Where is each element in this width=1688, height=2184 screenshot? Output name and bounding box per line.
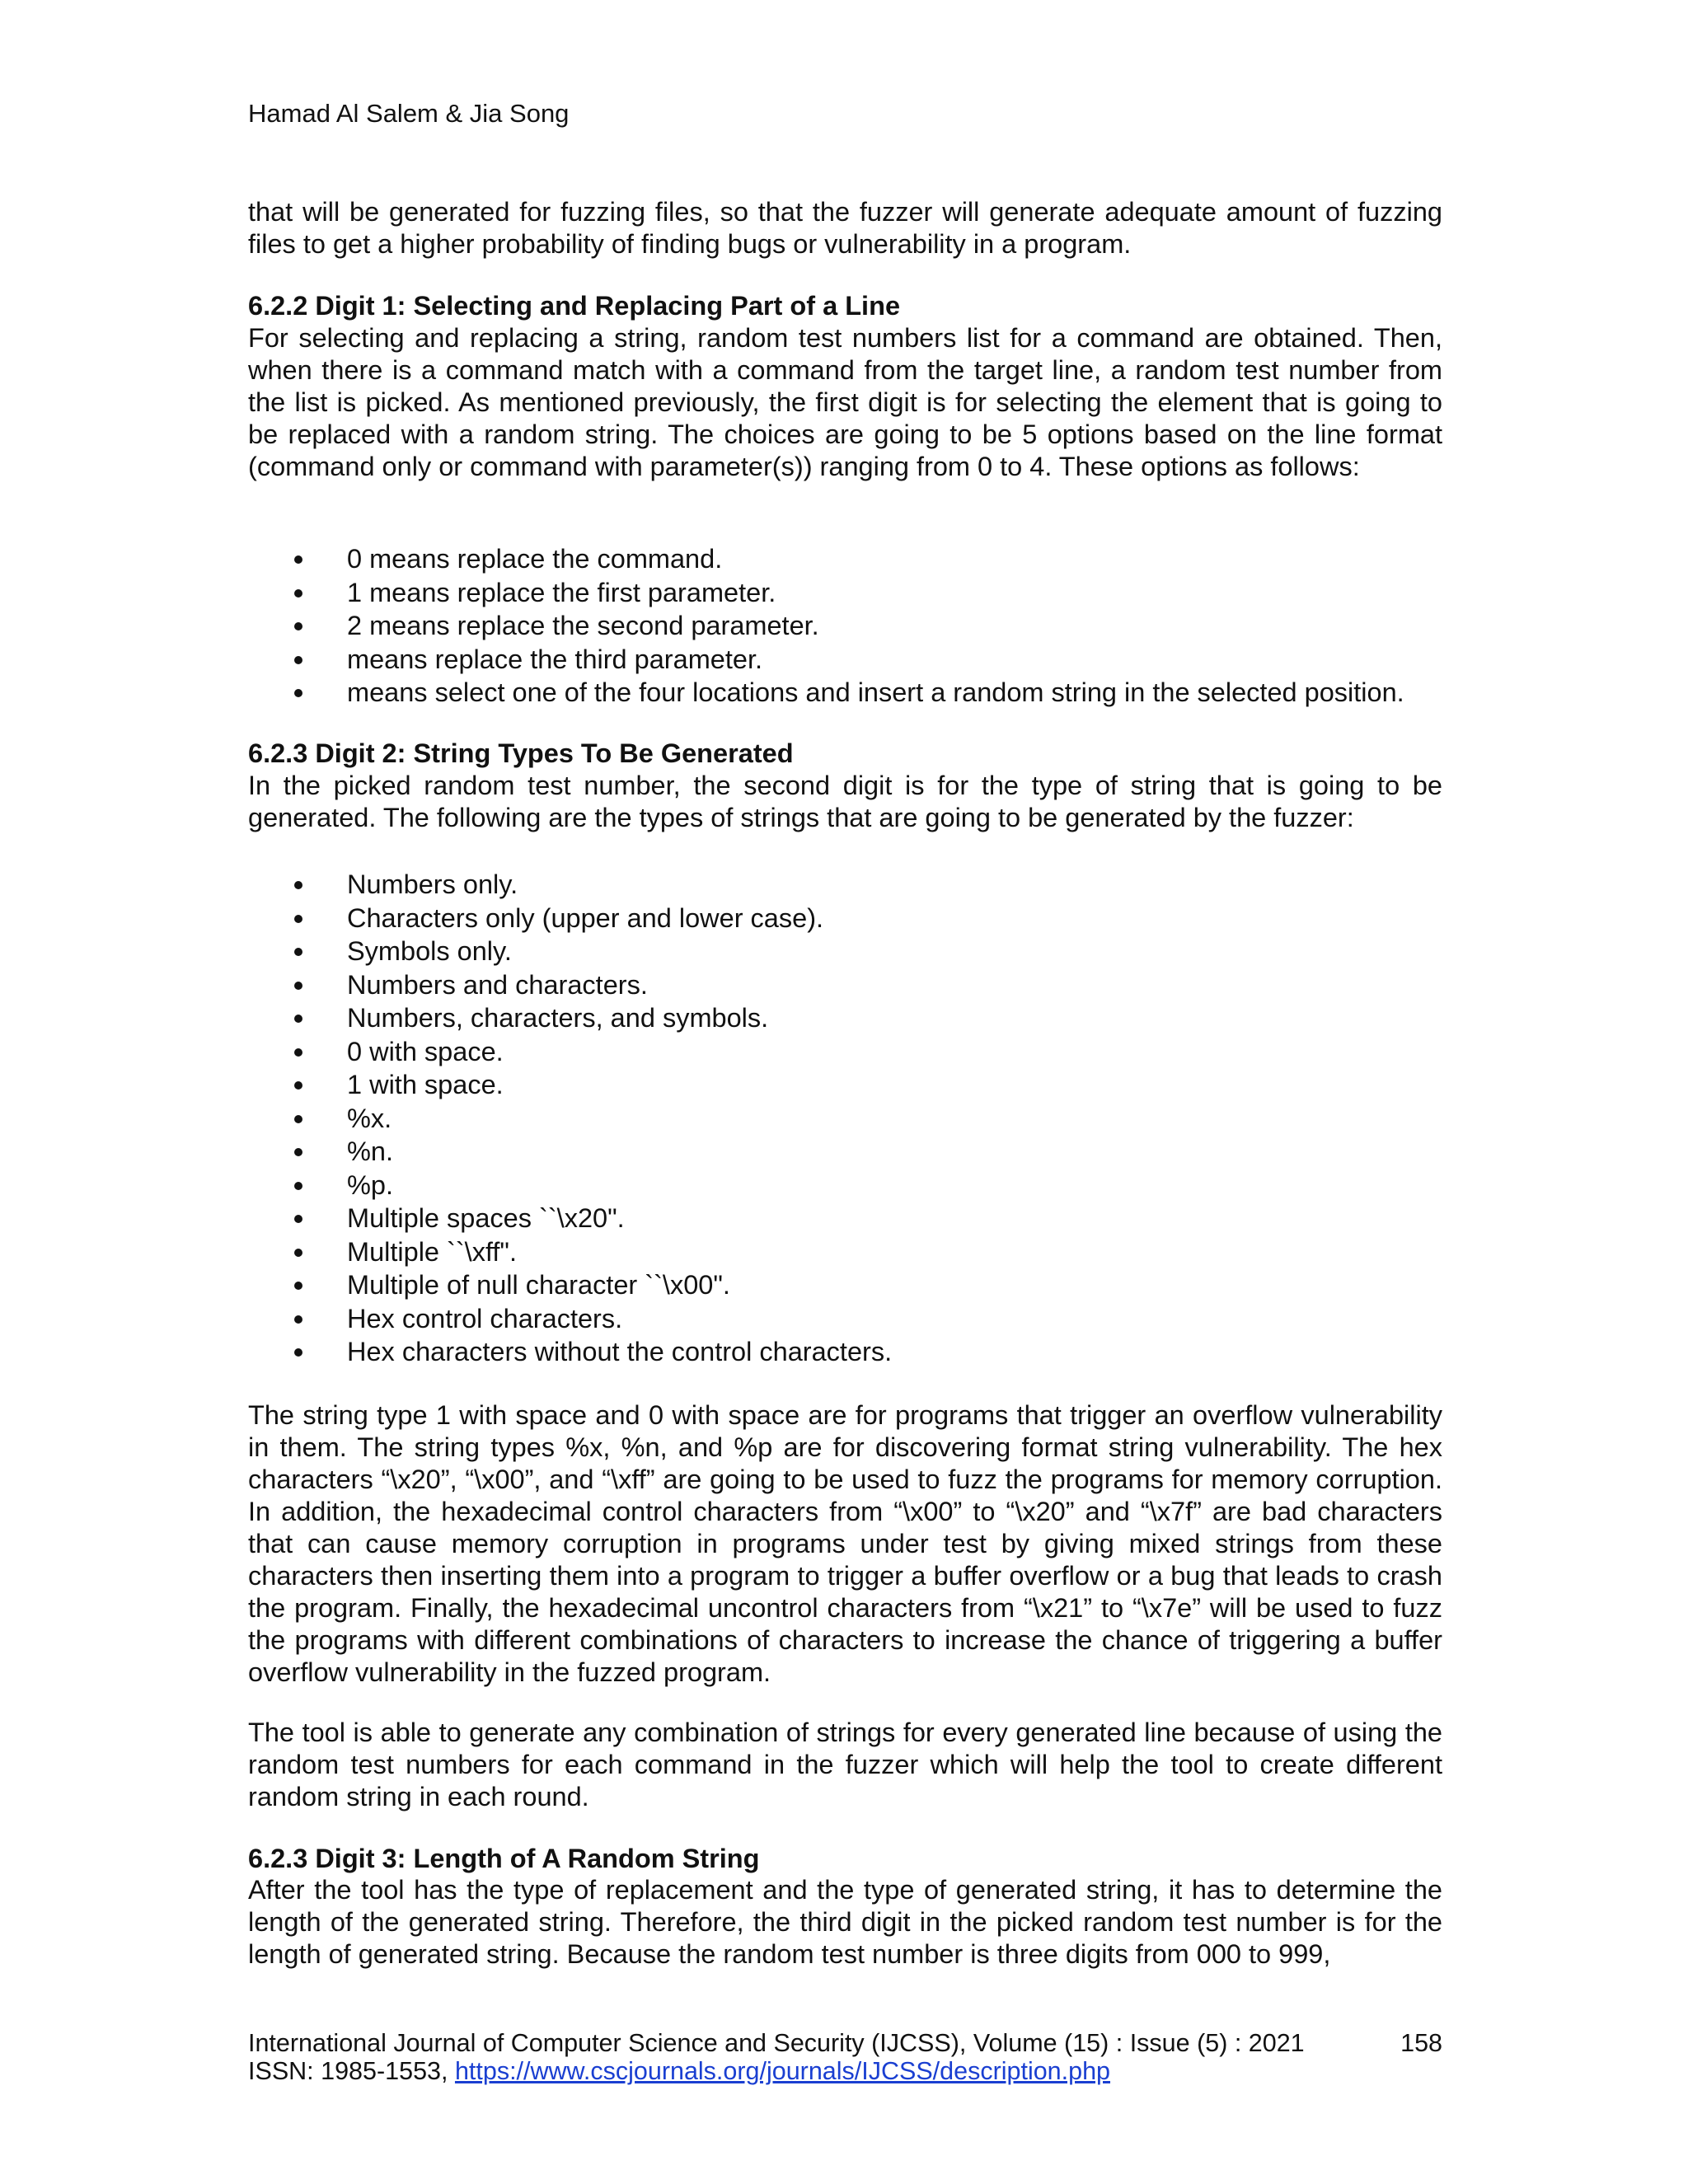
bullet-icon — [294, 1182, 302, 1190]
string-type-item-text: %n. — [347, 1137, 394, 1166]
bullet-icon — [294, 622, 302, 630]
bullet-icon — [294, 555, 302, 564]
section-heading-6-2-3-digit3: 6.2.3 Digit 3: Length of A Random String — [248, 1844, 760, 1873]
bullet-icon — [294, 656, 302, 664]
string-type-item-text: %p. — [347, 1169, 394, 1200]
footer-journal-citation: International Journal of Computer Science and Security (IJCSS), Volume (15) : Issue (5) : 2021 — [248, 2029, 1305, 2057]
string-type-item-text: 0 with space. — [347, 1036, 504, 1066]
string-type-item — [248, 1001, 1460, 1035]
string-type-item — [248, 1169, 1460, 1202]
bullet-icon — [294, 982, 302, 990]
bullet-icon — [294, 589, 302, 598]
section-heading-6-2-3: 6.2.3 Digit 2: String Types To Be Generated — [248, 738, 794, 768]
page-number: 158 — [1400, 2029, 1442, 2057]
digit1-option-item-text: 2 means replace the second parameter. — [347, 611, 819, 640]
string-type-item — [248, 1068, 1460, 1102]
string-type-item — [248, 1035, 1460, 1069]
string-type-item-text: %x. — [347, 1103, 392, 1133]
section-heading-6-2-2: 6.2.2 Digit 1: Selecting and Replacing Part of a Line — [248, 291, 901, 321]
string-type-item-text: Multiple of null character ``\x00". — [347, 1270, 730, 1300]
bullet-icon — [294, 948, 302, 956]
digit1-option-item — [248, 576, 1460, 610]
digit1-option-item-text: means select one of the four locations and insert a random string in the selected position. — [347, 677, 1404, 707]
string-type-item — [248, 968, 1460, 1002]
string-type-item — [248, 1302, 1460, 1336]
string-type-item — [248, 1202, 1460, 1235]
string-type-item-text: Multiple spaces ``\x20". — [347, 1203, 625, 1233]
digit1-options-list — [248, 542, 1460, 710]
bullet-icon — [294, 1115, 302, 1123]
bullet-icon — [294, 1282, 302, 1290]
string-type-item-text: Numbers and characters. — [347, 969, 648, 1000]
section-digit3-paragraph: After the tool has the type of replacement and the type of generated string, it has to determine the length of the generated string. Therefore, the third digit in the picked random test number is for the length of generated string. Because the random test number is three digits from 000 to 999, — [248, 1875, 1442, 1969]
tool-combination-paragraph: The tool is able to generate any combination of strings for every generated line because of using the random test numbers for each command in the fuzzer which will help the tool to create different random string in each round. — [248, 1718, 1442, 1811]
string-type-item-text: Hex control characters. — [347, 1303, 623, 1333]
section-6-2-2-paragraph: For selecting and replacing a string, random test numbers list for a command are obtained. Then, when there is a command match with a command from the target line, a random test number from the list is picked. As mentioned previously, the first digit is for selecting the element that is going to be replaced with a random string. The choices are going to be 5 options based on the line format (command only or command with parameter(s)) ranging from 0 to 4. These options as follows: — [248, 323, 1442, 481]
digit1-option-item-text: 0 means replace the command. — [347, 544, 723, 574]
bullet-icon — [294, 881, 302, 889]
bullet-icon — [294, 1081, 302, 1090]
string-type-item-text: Numbers only. — [347, 869, 518, 899]
bullet-icon — [294, 1348, 302, 1357]
string-type-item-text: Symbols only. — [347, 936, 512, 966]
string-type-item — [248, 868, 1460, 902]
bullet-icon — [294, 1249, 302, 1257]
bullet-icon — [294, 1015, 302, 1023]
footer-journal-link[interactable]: https://www.cscjournals.org/journals/IJCSS/description.php — [454, 2057, 1111, 2085]
string-types-explanation-paragraph: The string type 1 with space and 0 with space are for programs that trigger an overflow vulnerability in them. The string types %x, %n, and %p are for discovering format string vulnerability. The hex characters “\x20”, “\x00”, and “\xff” are going to be used to fuzz the programs for memory corruption. In addition, the hexadecimal control characters from “\x00” to “\x20” and “\x7f” are bad characters that can cause memory corruption in programs under test by giving mixed strings from these characters then inserting them into a program to trigger a buffer overflow or a bug that leads to crash the program. Finally, the hexadecimal uncontrol characters from “\x21” to “\x7e” will be used to fuzz the programs with different combinations of characters to increase the chance of triggering a buffer overflow vulnerability in the fuzzed program. — [248, 1400, 1442, 1687]
digit1-option-item — [248, 609, 1460, 643]
digit1-option-item — [248, 643, 1460, 677]
section-6-2-3-paragraph: In the picked random test number, the second digit is for the type of string that is going to be generated. The following are the types of strings that are going to be generated by the fuzzer: — [248, 771, 1442, 832]
string-type-item-text: Multiple ``\xff". — [347, 1236, 517, 1267]
bullet-icon — [294, 1315, 302, 1324]
string-type-item-text: 1 with space. — [347, 1070, 504, 1099]
running-head-authors: Hamad Al Salem & Jia Song — [248, 99, 570, 128]
string-type-item — [248, 1268, 1460, 1302]
bullet-icon — [294, 915, 302, 923]
page-footer — [248, 2029, 1442, 2085]
string-type-item-text: Numbers, characters, and symbols. — [347, 1003, 769, 1033]
bullet-icon — [294, 1048, 302, 1057]
string-types-list — [248, 868, 1460, 1369]
string-type-item — [248, 1135, 1460, 1169]
string-type-item — [248, 1102, 1460, 1136]
digit1-option-item — [248, 676, 1460, 710]
digit1-option-item-text: means replace the third parameter. — [347, 644, 763, 674]
string-type-item — [248, 902, 1460, 935]
string-type-item — [248, 1235, 1460, 1269]
digit1-option-item-text: 1 means replace the first parameter. — [347, 577, 776, 607]
string-type-item — [248, 935, 1460, 968]
bullet-icon — [294, 1215, 302, 1223]
string-type-item — [248, 1335, 1460, 1369]
intro-paragraph: that will be generated for fuzzing files, so that the fuzzer will generate adequate amount of fuzzing files to get a higher probability of finding bugs or vulnerability in a program. — [248, 197, 1442, 259]
string-type-item-text: Characters only (upper and lower case). — [347, 902, 824, 933]
string-type-item-text: Hex characters without the control characters. — [347, 1337, 893, 1366]
footer-issn: ISSN: 1985-1553, — [248, 2057, 448, 2085]
digit1-option-item — [248, 542, 1460, 576]
bullet-icon — [294, 1148, 302, 1156]
footer-issn-line — [248, 2057, 1442, 2085]
bullet-icon — [294, 689, 302, 697]
